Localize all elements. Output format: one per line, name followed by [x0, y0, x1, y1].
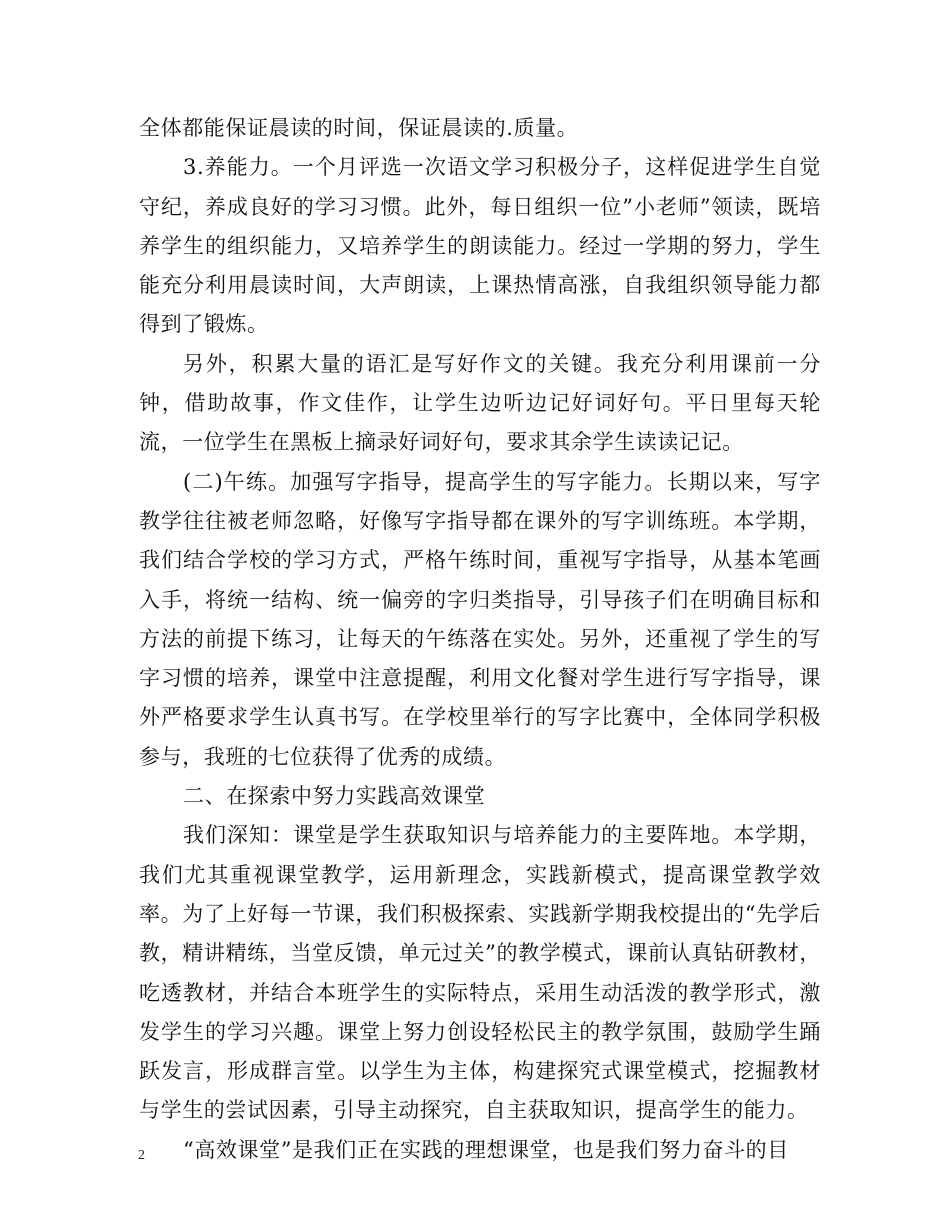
paragraph-1: 全体都能保证晨读的时间，保证晨读的.质量。 [139, 116, 579, 140]
section-heading: 二、在探索中努力实践高效课堂 [183, 784, 486, 809]
page-number: 2 [138, 1148, 145, 1163]
document-body [139, 109, 821, 1170]
paragraph-7: “高效课堂”是我们正在实践的理想课堂，也是我们努力奋斗的目 [183, 1137, 789, 1162]
paragraph-6: 我们深知：课堂是学生获取知识与培养能力的主要阵地。本学期，我们尤其重视课堂教学，运用新理念，实践新模式，提高课堂教学效率。为了上好每一节课，我们积极探索、实践新学期我校提出的“先学后教，精讲精练，当堂反馈，单元过关”的教学模式，课前认真钻研教材，吃透教材，并结合本班学生的实际特点，采用生动活泼的教学形式，激发学生的学习兴趣。课堂上努力创设轻松民主的教学氛围，鼓励学生踊跃发言，形成群言堂。以学生为主体，构建探究式课堂模式，挖掘教材与学生的尝试因素，引导主动探究，自主获取知识，提高学生的能力。 [139, 823, 821, 1123]
paragraph-4: (二)午练。加强写字指导，提高学生的写字能力。长期以来，写字教学往往被老师忽略，好像写字指导都在课外的写字训练班。本学期，我们结合学校的学习方式，严格午练时间，重视写字指导，从基本笔画入手，将统一结构、统一偏旁的字归类指导，引导孩子们在明确目标和方法的前提下练习，让每天的午练落在实处。另外，还重视了学生的写字习惯的培养，课堂中注意提醒，利用文化餐对学生进行写字指导，课外严格要求学生认真书写。在学校里举行的写字比赛中，全体同学积极参与，我班的七位获得了优秀的成绩。 [139, 469, 821, 769]
paragraph-2: 3.养能力。一个月评选一次语文学习积极分子，这样促进学生自觉守纪，养成良好的学习习惯。此外，每日组织一位”小老师”领读，既培养学生的组织能力，又培养学生的朗读能力。经过一学期的努力，学生能充分利用晨读时间，大声朗读，上课热情高涨，自我组织领导能力都得到了锻炼。 [139, 155, 821, 337]
paragraph-3: 另外，积累大量的语汇是写好作文的关键。我充分利用课前一分钟，借助故事，作文佳作，让学生边听边记好词好句。平日里每天轮流，一位学生在黑板上摘录好词好句，要求其余学生读读记记。 [139, 351, 821, 455]
